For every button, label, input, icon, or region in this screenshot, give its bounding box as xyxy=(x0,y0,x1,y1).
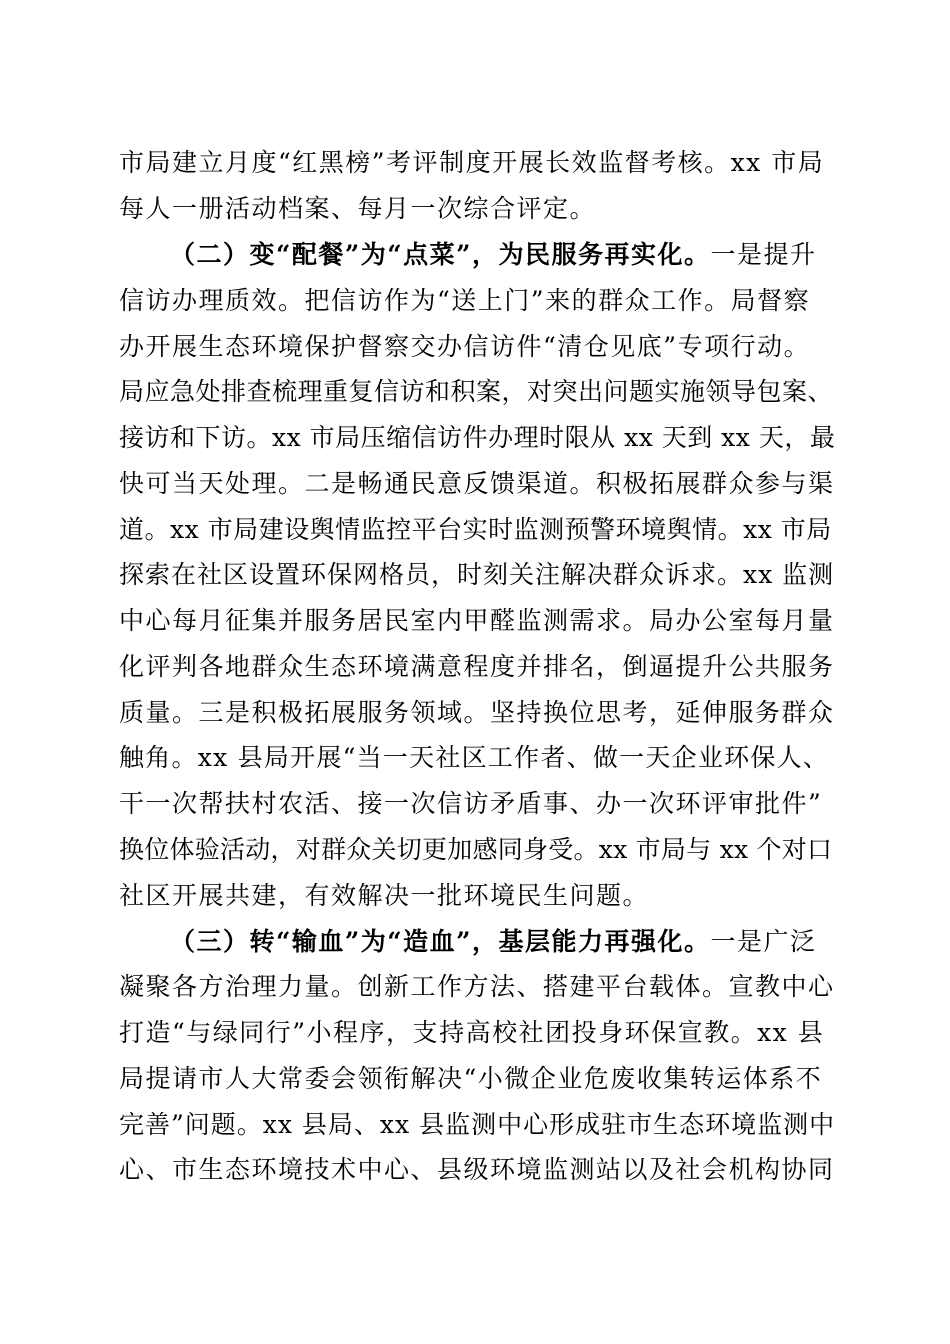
paragraph-line: 触角。xx 县局开展“当一天社区工作者、做一天企业环保人、 xyxy=(119,743,830,772)
paragraph-line: 打造“与绿同行”小程序，支持高校社团投身环保宣教。xx 县 xyxy=(119,1018,825,1047)
section-heading-3-title: （三）转“输血”为“造血”，基层能力再强化。 xyxy=(170,927,711,956)
paragraph-line: 社区开展共建，有效解决一批环境民生问题。 xyxy=(119,881,650,910)
paragraph-line: 干一次帮扶村农活、接一次信访矛盾事、办一次环评审批件” xyxy=(119,789,823,818)
paragraph-line: 凝聚各方治理力量。创新工作方法、搭建平台载体。宣教中心 xyxy=(119,972,835,1001)
paragraph-line: 局应急处排查梳理重复信访和积案，对突出问题实施领导包案、 xyxy=(119,377,834,406)
paragraph-line: 信访办理质效。把信访作为“送上门”来的群众工作。局督察 xyxy=(119,286,811,315)
section-heading-3 xyxy=(170,927,817,957)
paragraph-line: 换位体验活动，对群众关切更加感同身受。xx 市局与 xx 个对口 xyxy=(119,835,833,864)
paragraph-line: 每人一册活动档案、每月一次综合评定。 xyxy=(119,194,597,223)
paragraph-line: 道。xx 市局建设舆情监控平台实时监测预警环境舆情。xx 市局 xyxy=(119,515,832,544)
paragraph-line: 市局建立月度“红黑榜”考评制度开展长效监督考核。xx 市局 xyxy=(119,148,825,177)
section-heading-3-text: 一是广泛 xyxy=(710,927,817,956)
paragraph-line: 质量。三是积极拓展服务领域。坚持换位思考，延伸服务群众 xyxy=(119,698,835,727)
paragraph-line: 快可当天处理。二是畅通民意反馈渠道。积极拓展群众参与渠 xyxy=(119,469,835,498)
paragraph-line: 完善”问题。xx 县局、xx 县监测中心形成驻市生态环境监测中 xyxy=(119,1110,836,1139)
paragraph-line: 办开展生态环境保护督察交办信访件“清仓见底”专项行动。 xyxy=(119,332,811,361)
paragraph-line: 中心每月征集并服务居民室内甲醛监测需求。局办公室每月量 xyxy=(119,606,835,635)
paragraph-line: 化评判各地群众生态环境满意程度并排名，倒逼提升公共服务 xyxy=(119,652,835,681)
paragraph-line: 心、市生态环境技术中心、县级环境监测站以及社会机构协同 xyxy=(119,1155,835,1184)
section-heading-2 xyxy=(170,240,817,270)
paragraph-line: 接访和下访。xx 市局压缩信访件办理时限从 xx 天到 xx 天，最 xyxy=(119,423,836,452)
section-heading-2-title: （二）变“配餐”为“点菜”，为民服务再实化。 xyxy=(170,240,711,269)
section-heading-2-text: 一是提升 xyxy=(710,240,817,269)
paragraph-line: 探索在社区设置环保网格员，时刻关注解决群众诉求。xx 监测 xyxy=(119,560,835,589)
paragraph-line: 局提请市人大常委会领衔解决“小微企业危废收集转运体系不 xyxy=(119,1064,823,1093)
